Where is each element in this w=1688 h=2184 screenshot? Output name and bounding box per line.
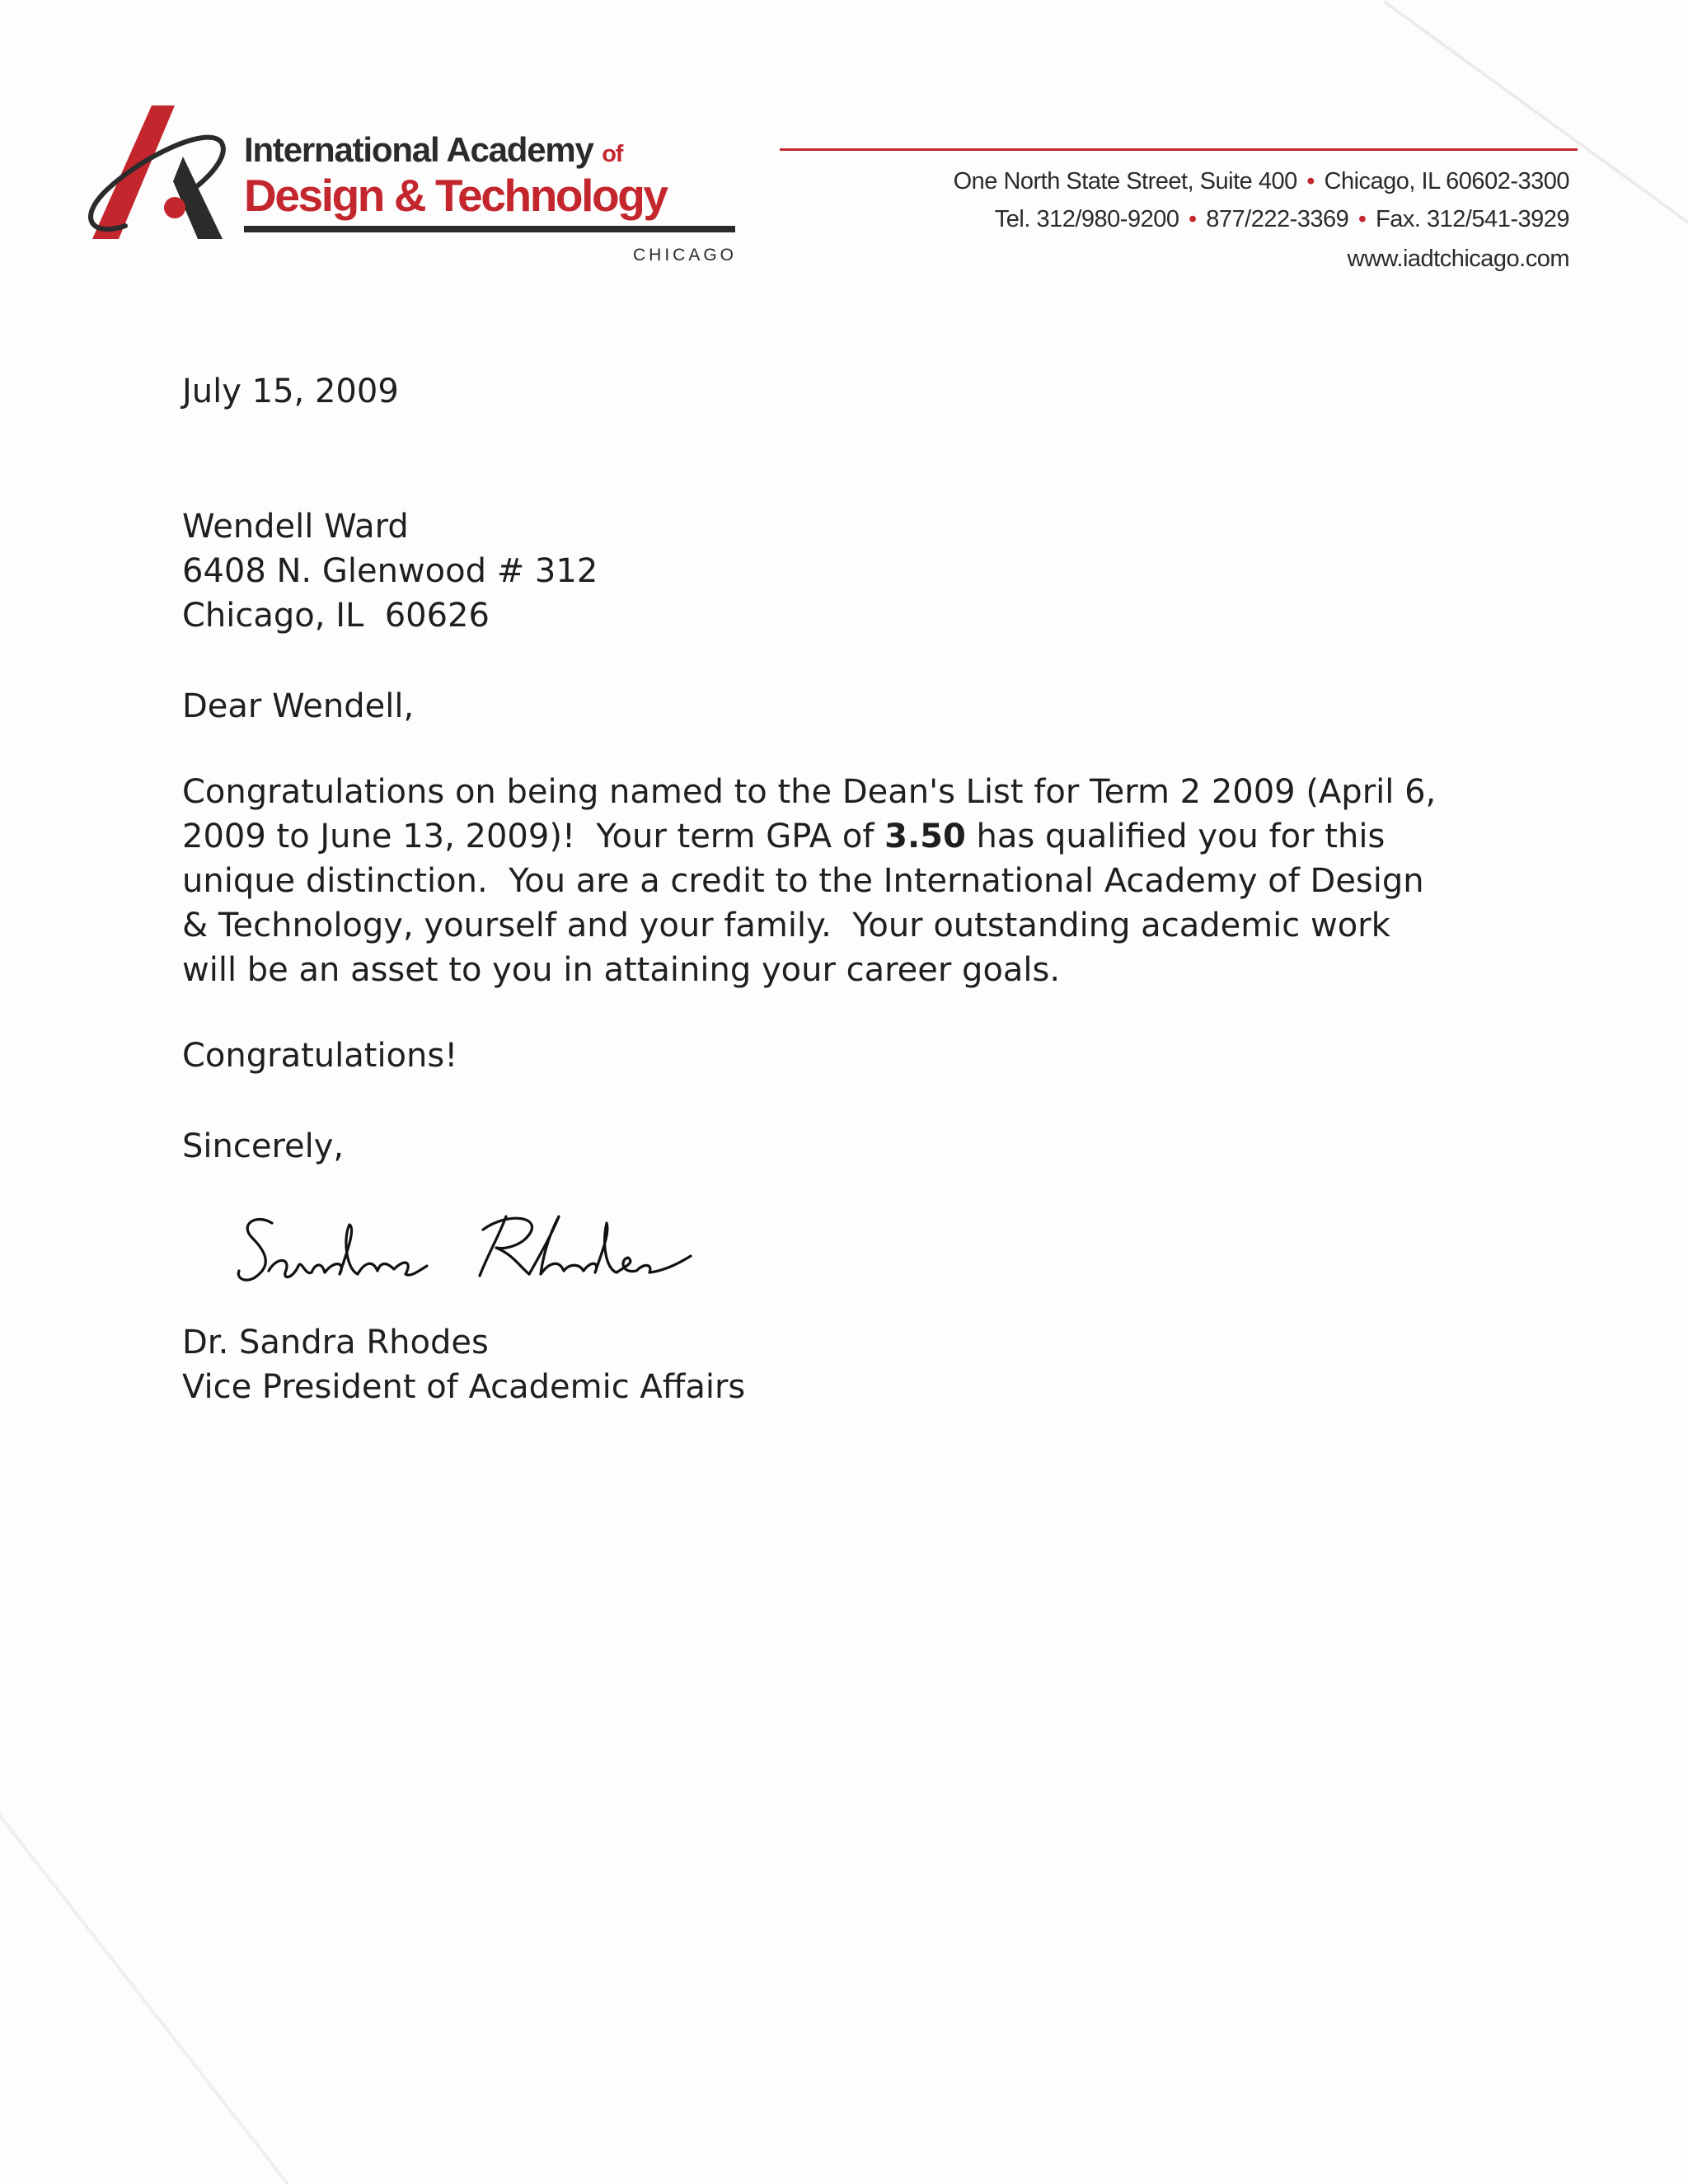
recipient-name: Wendell Ward	[182, 508, 409, 546]
letterhead-rule	[780, 148, 1578, 151]
org-name-line-2: Design & Technology	[244, 170, 667, 221]
logo-underline	[244, 226, 735, 232]
letter-body	[182, 770, 1534, 992]
org-name-line-1: International Academy of	[244, 130, 623, 169]
letterhead-website: www.iadtchicago.com	[1347, 246, 1569, 272]
salutation: Dear Wendell,	[182, 687, 415, 725]
gpa-value: 3.50	[884, 818, 966, 855]
scan-fold-mark	[0, 1813, 355, 2184]
letterhead-phones: Tel. 312/980-9200 • 877/222-3369 • Fax. 312/541-3929	[994, 206, 1569, 232]
closing: Sincerely,	[182, 1127, 345, 1165]
body-line: will be an asset to you in attaining your career goals.	[182, 951, 1061, 989]
body-line: 2009 to June 13, 2009)! Your term GPA of 3.50 has qualified you for this	[182, 818, 1386, 855]
letter-date: July 15, 2009	[182, 373, 399, 410]
separator-dot: •	[1357, 206, 1367, 232]
recipient-city: Chicago, IL 60626	[182, 597, 490, 635]
letterhead-address: One North State Street, Suite 400 • Chicago, IL 60602-3300	[953, 168, 1569, 194]
recipient-street: 6408 N. Glenwood # 312	[182, 552, 598, 590]
separator-dot: •	[1306, 168, 1315, 194]
signer-title: Vice President of Academic Affairs	[182, 1368, 746, 1406]
iadt-logo-icon	[82, 97, 231, 246]
body-line: & Technology, yourself and your family. Your outstanding academic work	[182, 907, 1390, 944]
body-line: Congratulations on being named to the Dean's List for Term 2 2009 (April 6,	[182, 773, 1437, 811]
org-name-of: of	[602, 141, 623, 167]
handwritten-signature	[236, 1205, 697, 1304]
org-city: CHICAGO	[633, 246, 738, 265]
separator-dot: •	[1189, 206, 1197, 232]
body-line: unique distinction. You are a credit to the International Academy of Design	[182, 862, 1424, 900]
signer-name: Dr. Sandra Rhodes	[182, 1324, 489, 1361]
congratulations-line: Congratulations!	[182, 1037, 458, 1075]
